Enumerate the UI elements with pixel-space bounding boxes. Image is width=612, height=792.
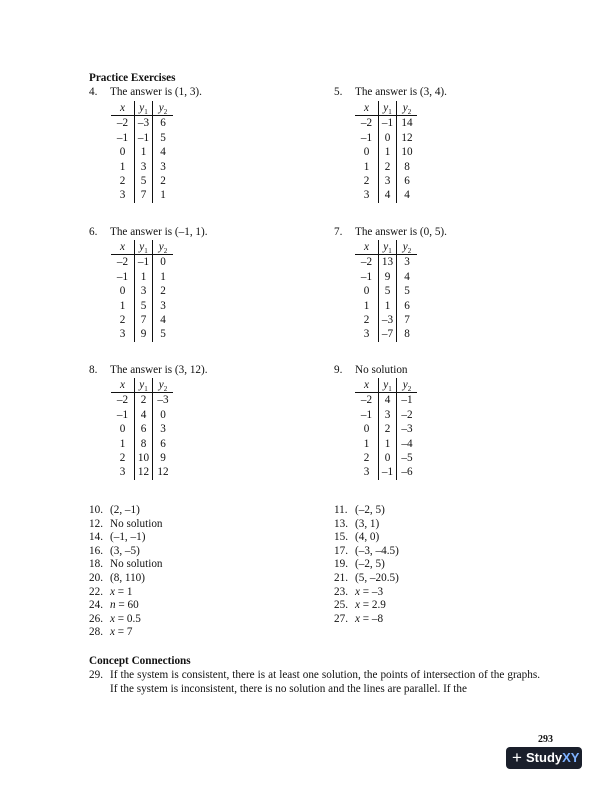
cell-y2: –4: [401, 437, 413, 450]
list-item: [89, 504, 140, 518]
list-item: [334, 599, 386, 613]
item-number: 19.: [334, 558, 348, 571]
item-text: = –3: [359, 585, 384, 598]
cell-x: –1: [116, 408, 129, 421]
cell-x: 1: [363, 437, 370, 450]
table-row: [111, 393, 173, 408]
item-text: (5, –20.5): [355, 572, 399, 584]
cell-x: 0: [363, 285, 370, 298]
header-y1-var: y: [139, 379, 145, 391]
item-number: 13.: [334, 517, 348, 530]
value-table-8: [111, 378, 173, 480]
table-row: [111, 465, 173, 479]
value-table-5: [355, 101, 417, 203]
header-y2-sub: 2: [407, 385, 412, 394]
problem-number: 5.: [334, 86, 343, 98]
table-row: [111, 174, 173, 188]
cell-y2: 4: [404, 189, 410, 202]
cell-y1: 2: [135, 393, 153, 408]
header-y1: [379, 378, 397, 393]
table-row: [111, 131, 173, 145]
problem-answer: No solution: [355, 364, 408, 376]
cell-x: 1: [363, 160, 370, 173]
item-number: 10.: [89, 504, 103, 516]
cell-y2: 3: [404, 256, 410, 269]
header-y2-var: y: [158, 379, 164, 391]
cell-x: 3: [363, 328, 370, 341]
header-y2-sub: 2: [407, 247, 412, 256]
table-row: [355, 313, 417, 327]
header-y1: [379, 101, 397, 116]
header-y1-sub: 1: [388, 108, 392, 117]
cell-y2: 6: [404, 299, 410, 312]
item-text: (3, –5): [110, 544, 140, 557]
problem-number: 7.: [334, 226, 343, 238]
header-y2-sub: 2: [163, 108, 168, 117]
cell-y2: 1: [160, 270, 166, 283]
page-number: 293: [538, 734, 553, 745]
table-row: [111, 145, 173, 159]
item-number: 14.: [89, 531, 103, 544]
list-item: [89, 572, 145, 586]
cell-x: 3: [363, 189, 370, 202]
cell-y2: –2: [401, 408, 413, 421]
cell-y1: 2: [379, 160, 397, 174]
cell-y1: –3: [379, 313, 397, 327]
cell-y1: 5: [135, 174, 153, 188]
cell-y1: 3: [379, 174, 397, 188]
cell-y2: 3: [160, 299, 166, 312]
cell-y1: 10: [135, 451, 153, 465]
cell-y1: 9: [135, 327, 153, 341]
header-y1: [135, 378, 153, 393]
list-item: [89, 599, 139, 613]
cell-x: 3: [119, 328, 126, 341]
header-y2: [153, 101, 174, 116]
item-text: (–1, –1): [110, 531, 146, 544]
cell-y1: 4: [379, 188, 397, 202]
cell-y2: 12: [157, 466, 169, 479]
list-item: [334, 531, 379, 545]
problem-answer: The answer is (1, 3).: [110, 86, 202, 98]
cell-y2: 2: [160, 285, 166, 298]
item-number: 16.: [89, 544, 103, 557]
header-y2-var: y: [402, 379, 408, 391]
cell-y1: 1: [379, 299, 397, 313]
cell-y1: 4: [379, 393, 397, 408]
problem-number: 8.: [89, 364, 98, 376]
cell-x: 0: [363, 423, 370, 436]
cell-y1: 1: [379, 437, 397, 451]
header-x: x: [111, 101, 135, 116]
concept-item-number: 29.: [89, 669, 103, 681]
cell-y2: 0: [160, 408, 166, 421]
problem-number: 9.: [334, 364, 343, 376]
cell-y1: 9: [379, 270, 397, 284]
list-item: [334, 613, 383, 627]
problem-answer: The answer is (0, 5).: [355, 226, 447, 238]
table-row: [111, 188, 173, 202]
table-header-row: [355, 378, 417, 393]
cell-y1: –1: [135, 255, 153, 270]
cell-y1: 6: [135, 422, 153, 436]
cell-y1: 3: [135, 284, 153, 298]
header-y2-var: y: [402, 102, 408, 114]
cell-y2: –3: [401, 423, 413, 436]
header-x: x: [355, 378, 379, 393]
cell-y2: 8: [404, 328, 410, 341]
problem-number: 6.: [89, 226, 98, 238]
table-row: [355, 284, 417, 298]
cell-y2: 6: [404, 175, 410, 188]
plus-icon: +: [512, 748, 522, 767]
cell-y2: 2: [160, 175, 166, 188]
cell-y1: 13: [379, 255, 397, 270]
cell-x: –1: [360, 131, 373, 144]
cell-y2: 10: [401, 146, 413, 159]
table-row: [355, 327, 417, 341]
cell-y2: 1: [160, 189, 166, 202]
header-y2: [397, 240, 418, 255]
cell-y1: 3: [379, 408, 397, 422]
list-item: [89, 626, 132, 640]
item-number: 26.: [89, 612, 103, 625]
cell-y2: 3: [160, 160, 166, 173]
item-text: = 1: [114, 585, 133, 598]
item-variable: n: [110, 599, 116, 612]
item-number: 25.: [334, 599, 348, 612]
header-x: x: [355, 240, 379, 255]
cell-y1: 8: [135, 437, 153, 451]
header-y1: [379, 240, 397, 255]
problem-answer: The answer is (3, 12).: [110, 364, 208, 376]
table-header-row: [111, 101, 173, 116]
item-text: (–2, 5): [355, 504, 385, 516]
cell-x: –2: [360, 394, 373, 407]
item-number: 22.: [89, 585, 103, 598]
list-item: [89, 545, 140, 559]
list-item: [334, 586, 383, 600]
item-number: 24.: [89, 599, 103, 612]
cell-y1: –1: [379, 116, 397, 131]
concept-heading: Concept Connections: [89, 655, 191, 667]
problem-answer: The answer is (3, 4).: [355, 86, 447, 98]
cell-y2: 5: [160, 328, 166, 341]
cell-y1: 1: [379, 145, 397, 159]
cell-y2: 5: [404, 285, 410, 298]
cell-x: 3: [119, 189, 126, 202]
table-row: [355, 465, 417, 479]
header-y2-sub: 2: [407, 108, 412, 117]
table-row: [355, 451, 417, 465]
cell-x: –2: [360, 117, 373, 130]
item-variable: x: [110, 626, 115, 639]
cell-x: –1: [116, 131, 129, 144]
list-item: [89, 531, 145, 545]
cell-y2: 4: [160, 146, 166, 159]
logo-wordmark: [526, 747, 579, 769]
cell-y2: 7: [404, 314, 410, 327]
header-y1-var: y: [139, 241, 145, 253]
cell-x: 2: [119, 314, 126, 327]
cell-y1: 0: [379, 131, 397, 145]
header-x: x: [111, 378, 135, 393]
table-row: [355, 255, 417, 270]
item-text: = –8: [359, 612, 384, 625]
item-text: = 60: [115, 599, 139, 612]
item-number: 18.: [89, 558, 103, 571]
list-item: [334, 572, 399, 586]
item-text: No solution: [110, 517, 163, 530]
cell-y1: 5: [135, 299, 153, 313]
table-row: [355, 270, 417, 284]
logo-brand-suffix: XY: [562, 750, 580, 765]
list-item: [334, 558, 385, 572]
item-number: 17.: [334, 544, 348, 557]
item-text: = 2.9: [359, 599, 386, 612]
header-y2-var: y: [158, 102, 164, 114]
item-variable: x: [355, 585, 360, 598]
header-y2: [153, 240, 174, 255]
cell-y2: 6: [160, 117, 166, 130]
table-header-row: [355, 101, 417, 116]
item-text: (8, 110): [110, 572, 146, 584]
concept-item-text: If the system is consistent, there is at least one solution, the points of intersection of the graphs. If the system is inconsistent, there is no solution and the lines are parallel. If the: [110, 669, 540, 695]
cell-y2: 14: [401, 117, 413, 130]
cell-x: 0: [119, 423, 126, 436]
cell-y1: –1: [135, 131, 153, 145]
cell-y2: 8: [404, 160, 410, 173]
cell-x: 0: [363, 146, 370, 159]
cell-y1: 3: [135, 160, 153, 174]
table-row: [355, 188, 417, 202]
cell-x: 0: [119, 146, 126, 159]
item-text: (2, –1): [110, 504, 140, 516]
item-number: 15.: [334, 531, 348, 544]
table-row: [355, 174, 417, 188]
cell-y1: 5: [379, 284, 397, 298]
cell-y2: –6: [401, 466, 413, 479]
cell-y1: –7: [379, 327, 397, 341]
item-variable: x: [355, 612, 360, 625]
item-text: = 0.5: [114, 612, 141, 625]
item-text: (3, 1): [355, 517, 380, 530]
cell-y1: 0: [379, 451, 397, 465]
list-item: [89, 613, 141, 627]
header-y2: [153, 378, 174, 393]
cell-y2: 6: [160, 437, 166, 450]
table-row: [111, 160, 173, 174]
header-y2-var: y: [402, 241, 408, 253]
cell-y1: 2: [379, 422, 397, 436]
cell-x: 2: [119, 452, 126, 465]
header-y2: [397, 378, 418, 393]
cell-x: –1: [360, 408, 373, 421]
item-text: (4, 0): [355, 531, 380, 544]
cell-y2: 3: [160, 423, 166, 436]
cell-x: –2: [116, 256, 129, 269]
cell-y2: –5: [401, 452, 413, 465]
header-y1-sub: 1: [144, 385, 148, 394]
list-item: [89, 558, 163, 572]
header-x: x: [111, 240, 135, 255]
header-y1-sub: 1: [388, 385, 392, 394]
item-text: = 7: [114, 626, 133, 639]
item-number: 21.: [334, 572, 348, 584]
table-row: [111, 451, 173, 465]
cell-y2: 0: [160, 256, 166, 269]
table-row: [355, 408, 417, 422]
item-text: (–2, 5): [355, 558, 385, 571]
table-header-row: [111, 240, 173, 255]
header-x: x: [355, 101, 379, 116]
header-y1-var: y: [139, 102, 145, 114]
logo-brand: Study: [526, 750, 563, 765]
cell-x: –1: [360, 270, 373, 283]
cell-y2: 4: [160, 314, 166, 327]
table-row: [111, 255, 173, 270]
value-table-7: [355, 240, 417, 342]
cell-x: 2: [363, 314, 370, 327]
header-y1: [135, 240, 153, 255]
item-text: (–3, –4.5): [355, 544, 399, 557]
cell-x: –2: [116, 117, 129, 130]
practice-heading: Practice Exercises: [89, 72, 176, 84]
cell-x: –2: [116, 394, 129, 407]
cell-x: 1: [119, 437, 126, 450]
item-variable: x: [355, 599, 360, 612]
table-row: [355, 437, 417, 451]
header-y1-var: y: [383, 102, 389, 114]
table-row: [355, 422, 417, 436]
header-y2: [397, 101, 418, 116]
cell-y2: 12: [401, 131, 413, 144]
table-row: [111, 284, 173, 298]
item-number: 11.: [334, 504, 348, 516]
table-row: [355, 131, 417, 145]
list-item: [89, 518, 163, 532]
cell-x: 2: [119, 175, 126, 188]
item-number: 27.: [334, 612, 348, 625]
studyxy-logo: [506, 747, 582, 769]
cell-x: 1: [119, 160, 126, 173]
list-item: [334, 518, 379, 532]
cell-y1: 7: [135, 188, 153, 202]
header-y1-var: y: [383, 379, 389, 391]
table-header-row: [355, 240, 417, 255]
cell-x: 0: [119, 285, 126, 298]
cell-y1: –1: [379, 465, 397, 479]
list-item: [89, 586, 132, 600]
cell-y2: 5: [160, 131, 166, 144]
cell-y1: –3: [135, 116, 153, 131]
header-y1-sub: 1: [144, 108, 148, 117]
table-row: [355, 145, 417, 159]
table-row: [111, 270, 173, 284]
table-row: [355, 393, 417, 408]
item-number: 12.: [89, 517, 103, 530]
header-y2-sub: 2: [163, 385, 168, 394]
value-table-4: [111, 101, 173, 203]
header-y1-sub: 1: [144, 247, 148, 256]
item-variable: x: [110, 612, 115, 625]
item-variable: x: [110, 585, 115, 598]
cell-x: 2: [363, 175, 370, 188]
header-y2-sub: 2: [163, 247, 168, 256]
list-item: [334, 504, 385, 518]
table-row: [111, 437, 173, 451]
cell-x: 2: [363, 452, 370, 465]
cell-x: –2: [360, 256, 373, 269]
table-row: [355, 160, 417, 174]
item-text: No solution: [110, 558, 163, 571]
table-row: [111, 299, 173, 313]
table-header-row: [111, 378, 173, 393]
cell-y2: 9: [160, 452, 166, 465]
table-row: [355, 116, 417, 131]
problem-number: 4.: [89, 86, 98, 98]
table-row: [111, 116, 173, 131]
cell-y1: 1: [135, 270, 153, 284]
table-row: [111, 422, 173, 436]
header-y1: [135, 101, 153, 116]
item-number: 23.: [334, 585, 348, 598]
value-table-9: [355, 378, 417, 480]
item-number: 28.: [89, 626, 103, 639]
value-table-6: [111, 240, 173, 342]
table-row: [111, 327, 173, 341]
header-y2-var: y: [158, 241, 164, 253]
list-item: [334, 545, 399, 559]
table-row: [111, 408, 173, 422]
item-number: 20.: [89, 572, 103, 584]
cell-y2: 4: [404, 270, 410, 283]
cell-x: 1: [363, 299, 370, 312]
header-y1-sub: 1: [388, 247, 392, 256]
table-row: [111, 313, 173, 327]
cell-y2: –1: [401, 394, 413, 407]
cell-y1: 12: [135, 465, 153, 479]
cell-y1: 7: [135, 313, 153, 327]
table-row: [355, 299, 417, 313]
cell-y1: 4: [135, 408, 153, 422]
cell-x: 3: [119, 466, 126, 479]
cell-y2: –3: [157, 394, 169, 407]
header-y1-var: y: [383, 241, 389, 253]
cell-x: 3: [363, 466, 370, 479]
cell-y1: 1: [135, 145, 153, 159]
cell-x: –1: [116, 270, 129, 283]
problem-answer: The answer is (–1, 1).: [110, 226, 208, 238]
cell-x: 1: [119, 299, 126, 312]
